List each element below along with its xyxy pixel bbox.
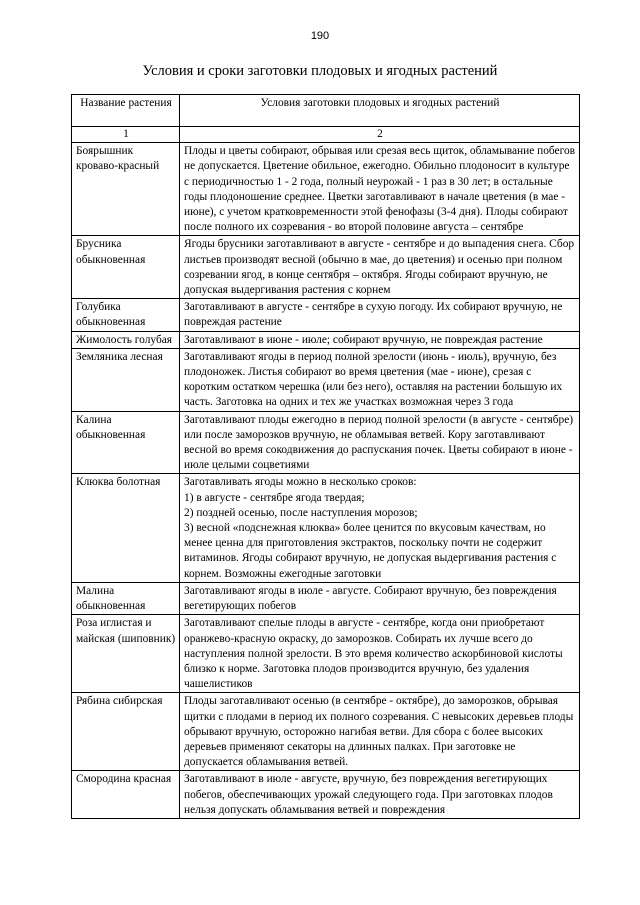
plant-conditions: Заготавливать ягоды можно в несколько сроков: 1) в августе - сентябре ягода твердая; 2) поздней осенью, после наступления морозов; 3) весной «подснежная клюква» более ценится по вкусовым качествам, но менее ценна для приготовления экстрактов, поскольку почти не содержит витаминов. Ягоды собирают вручную, не допуская выдергивания растения с корнем. Возможны ежегодные заготовки (180, 474, 580, 582)
table-row (72, 236, 580, 299)
plant-name: Земляника лесная (72, 348, 180, 411)
plants-table (71, 94, 580, 819)
plant-name: Рябина сибирская (72, 693, 180, 771)
table-row (72, 411, 580, 474)
plant-conditions: Заготавливают ягоды в июле - августе. Собирают вручную, без повреждения вегетирующих побегов (180, 582, 580, 614)
column-number-row (72, 127, 580, 143)
plant-conditions: Заготавливают в августе - сентябре в сухую погоду. Их собирают вручную, не повреждая растение (180, 299, 580, 331)
document-title: Условия и сроки заготовки плодовых и ягодных растений (142, 63, 498, 79)
plant-conditions: Заготавливают ягоды в период полной зрелости (июнь - июль), вручную, без плодоножек. Листья собирают во время цветения (мае - июне), срезая с коротким остатком черешка (или без него), оставляя на растении большую их часть. Заготовка на одних и тех же участках возможная через 3 года (180, 348, 580, 411)
plant-name: Брусника обыкновенная (72, 236, 180, 299)
table-header-row (72, 95, 580, 127)
plant-name: Смородина красная (72, 771, 180, 819)
plant-conditions: Заготавливают в июле - августе, вручную, без повреждения вегетирующих побегов, обеспечивающих урожай следующего года. При заготовках плодов нельзя допускать обламывания ветвей и повреждения (180, 771, 580, 819)
table-row (72, 348, 580, 411)
table-row (72, 582, 580, 614)
column-number-1: 1 (72, 127, 180, 143)
plant-name: Боярышник кроваво-красный (72, 143, 180, 236)
plant-conditions: Заготавливают в июне - июле; собирают вручную, не повреждая растение (180, 331, 580, 348)
plant-conditions: Ягоды брусники заготавливают в августе - сентябре и до выпадения снега. Сбор листьев производят весной (обычно в мае, до цветения) и осенью при полном созревании ягод, в конце сентября – октября. Ягоды собирают вручную, не допуская выдергивания растения с корнем (180, 236, 580, 299)
table-row (72, 143, 580, 236)
plant-name: Роза иглистая и майская (шиповник) (72, 615, 180, 693)
plant-name: Малина обыкновенная (72, 582, 180, 614)
plant-name: Жимолость голубая (72, 331, 180, 348)
header-plant-name: Название растения (72, 95, 180, 127)
table-row (72, 615, 580, 693)
table-row (72, 331, 580, 348)
table-row (72, 693, 580, 771)
page-number: 190 (310, 30, 330, 42)
plant-conditions: Заготавливают плоды ежегодно в период полной зрелости (в августе - сентябре) или после заморозков вручную, не обламывая ветвей. Кору заготавливают весной во время сокодвижения до распускания почек. Цветы собирают в июне - июле целыми соцветиями (180, 411, 580, 474)
plant-conditions: Плоды и цветы собирают, обрывая или срезая весь щиток, обламывание побегов не допускается. Цветение обильное, ежегодно. Обильно плодоносит в культуре с периодичностью 1 - 2 года, полный неурожай - 1 раз в 30 лет; в остальные годы плодоношение среднее. Цветки заготавливают в начале цветения (в мае - июне), с учетом кратковременности этой фенофазы (3-4 дня). Плоды собирают после полного их созревания - во второй половине августа – сентябре (180, 143, 580, 236)
plant-name: Клюква болотная (72, 474, 180, 582)
table-row (72, 771, 580, 819)
plant-name: Калина обыкновенная (72, 411, 180, 474)
header-conditions: Условия заготовки плодовых и ягодных растений (180, 95, 580, 127)
plant-conditions: Плоды заготавливают осенью (в сентябре - октябре), до заморозков, обрывая щитки с плодами в период их полного созревания. С невысоких деревьев плоды обрывают вручную, осторожно нагибая ветви. Для сбора с более высоких деревьев применяют секаторы на длинных палках. При заготовке не допускается обламывания ветвей. (180, 693, 580, 771)
column-number-2: 2 (180, 127, 580, 143)
plant-name: Голубика обыкновенная (72, 299, 180, 331)
table-row (72, 299, 580, 331)
plant-conditions: Заготавливают спелые плоды в августе - сентябре, когда они приобретают оранжево-красную окраску, до заморозков. Собирать их лучше всего до наступления полной зрелости. В это время количество аскорбиновой кислоты близко к норме. Заготовка плодов производится вручную, без удаления чашелистиков (180, 615, 580, 693)
table-row (72, 474, 580, 582)
